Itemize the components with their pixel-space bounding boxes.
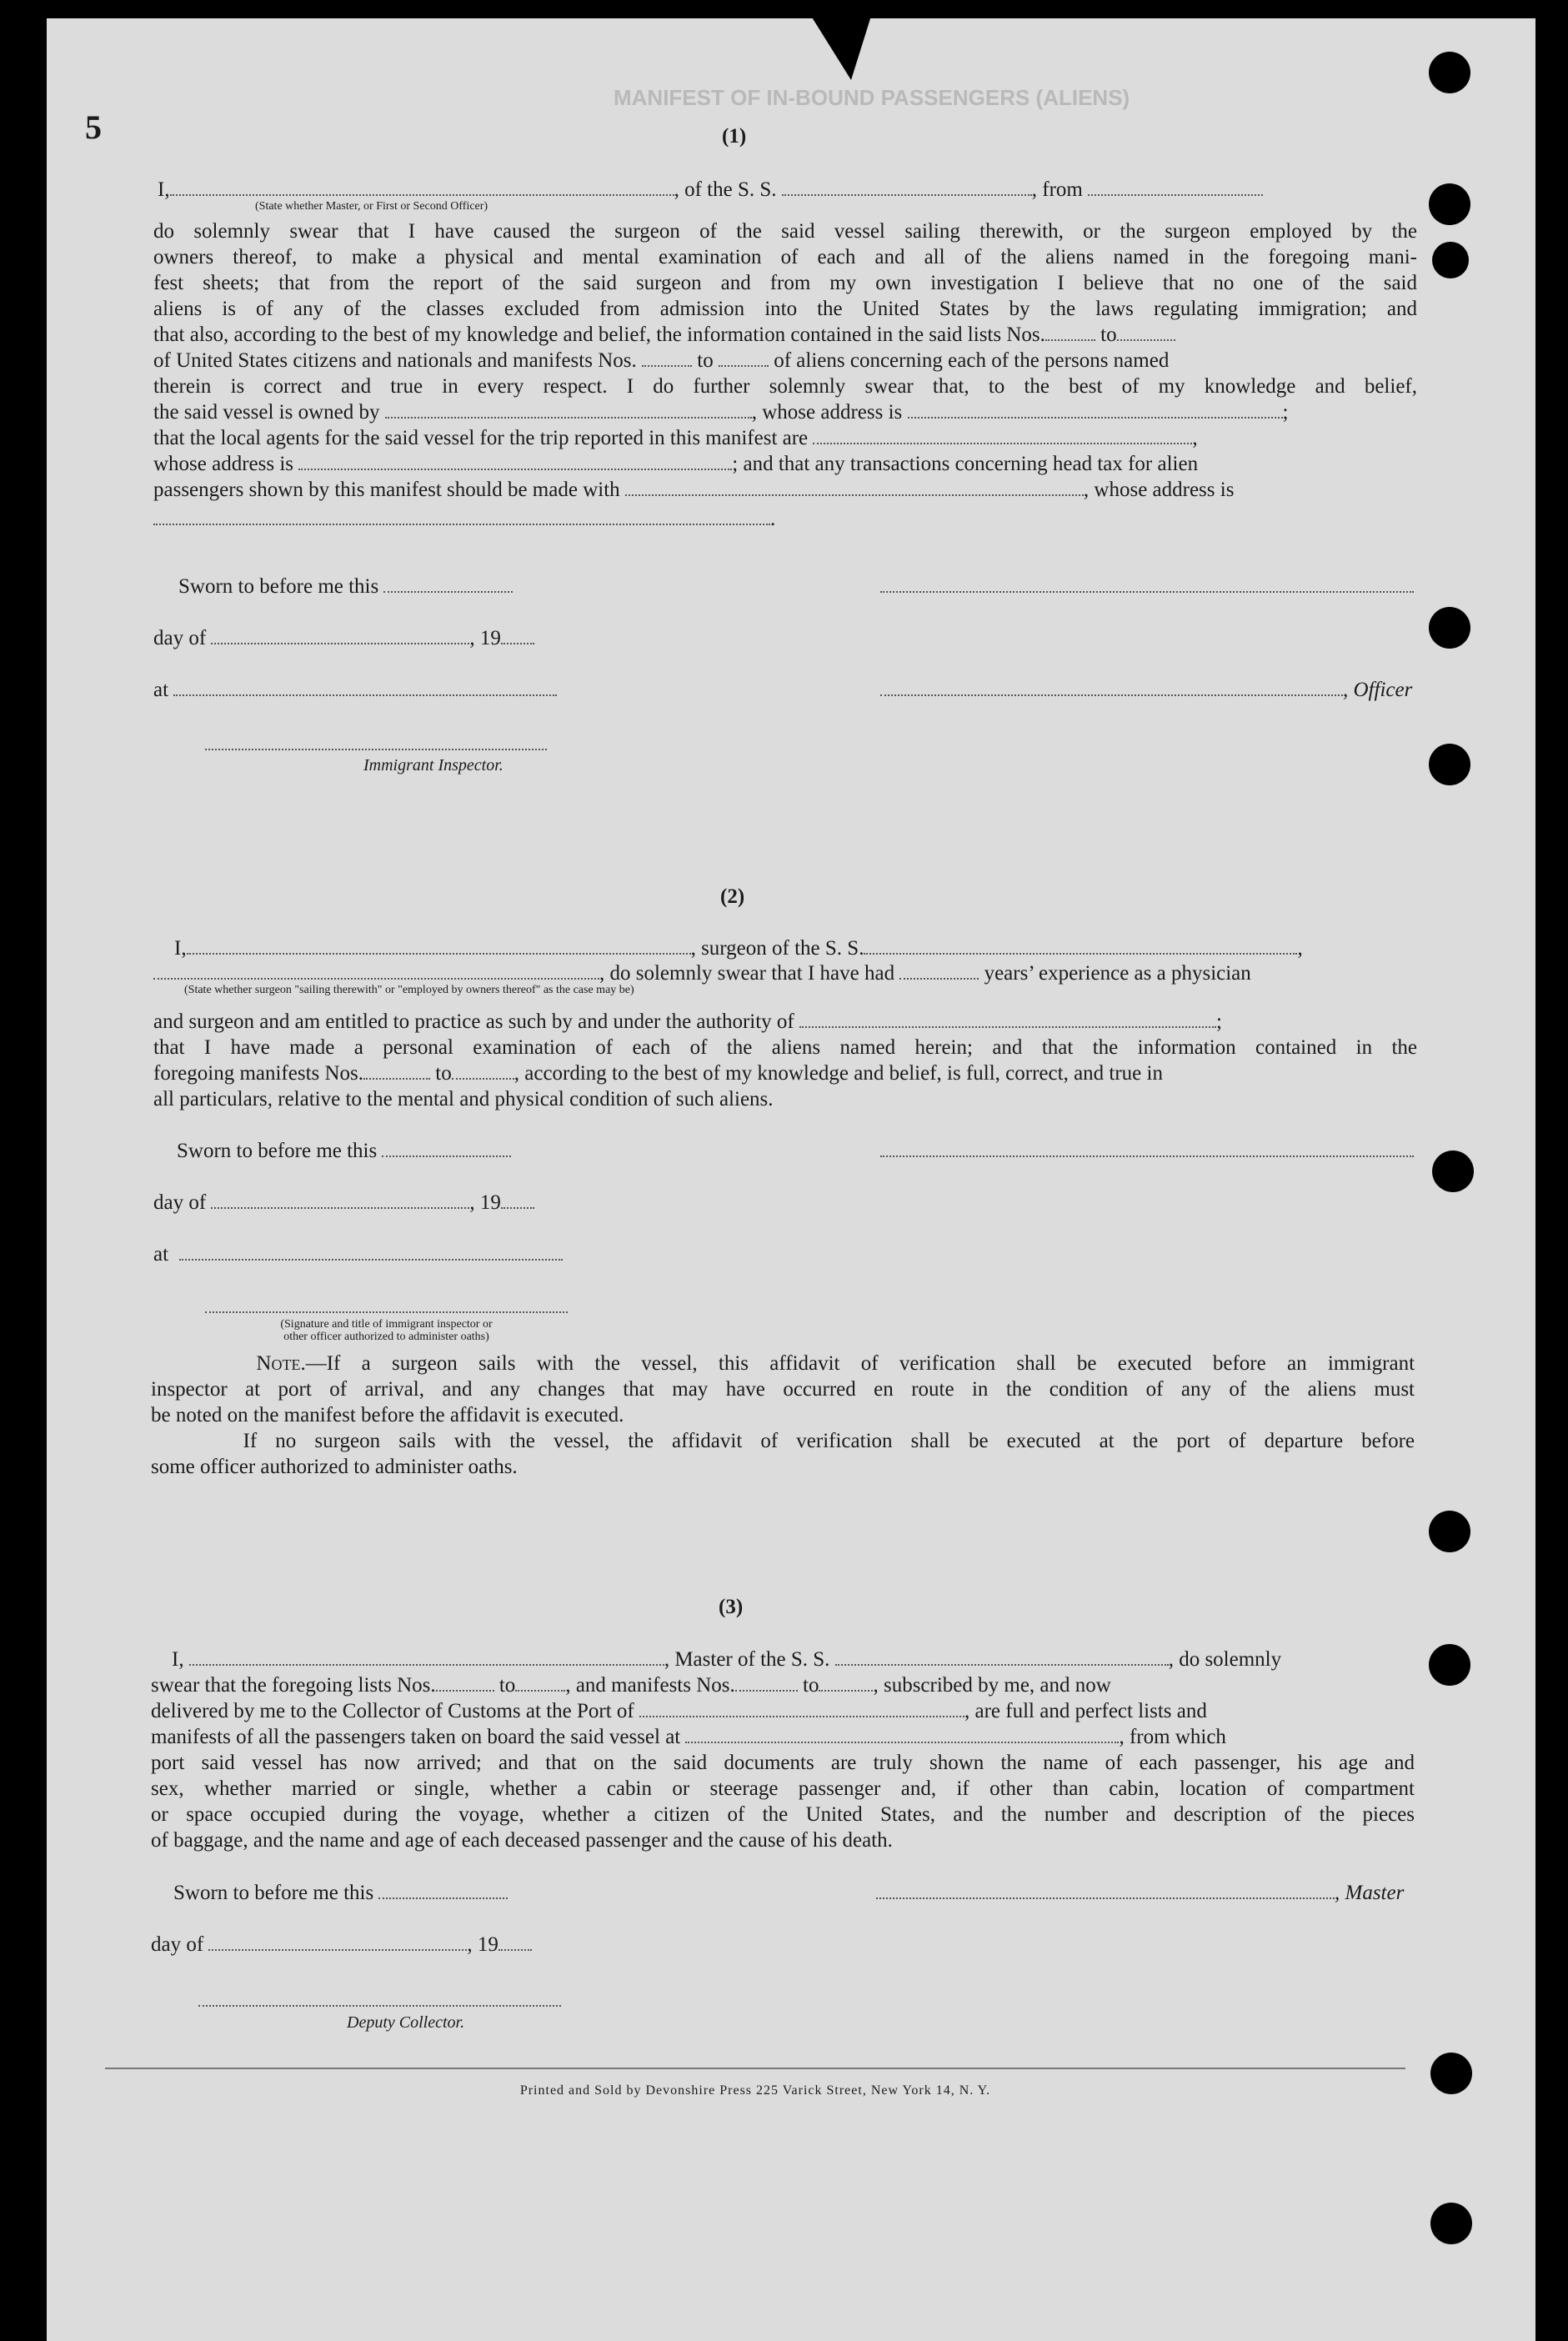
year-field[interactable] [501, 626, 534, 644]
binder-hole [1429, 607, 1470, 649]
s3-para-line: sex, whether married or single, whether a cabin or steerage passenger and, if other than cabin, location of compartment [151, 1777, 1415, 1800]
note-line: some officer authorized to administer oaths. [151, 1456, 518, 1478]
from-port-field[interactable] [1088, 178, 1263, 196]
s3-manifests-to-field[interactable] [819, 1673, 873, 1692]
s3-manifests-from-field[interactable] [735, 1673, 798, 1692]
owner-address-field[interactable] [908, 400, 1283, 419]
head-tax-party-field[interactable] [625, 478, 1084, 496]
lists-from-field[interactable] [1045, 323, 1095, 341]
day-of-field[interactable] [211, 626, 469, 644]
head-tax-address-field[interactable] [153, 507, 770, 525]
s2-to-field[interactable] [452, 1061, 514, 1080]
s2-foregoing: foregoing manifests Nos. to , according to the best of my knowledge and belief, is full, correct, and true in [153, 1062, 1163, 1085]
s1-address-line: . [153, 506, 775, 533]
authority-field[interactable] [799, 1010, 1216, 1028]
s3-line-3: delivered by me to the Collector of Customs at the Port of , are full and perfect lists and [151, 1700, 1207, 1722]
s2-from-field[interactable] [363, 1061, 430, 1080]
section-3-number: (3) [719, 1596, 744, 1618]
s2-day-of-field[interactable] [211, 1191, 469, 1209]
s1-lists-line: that also, according to the best of my knowledge and belief, the information contained in the said lists Nos. to [153, 322, 1417, 348]
agents-address-field[interactable] [298, 452, 732, 470]
s3-year-field[interactable] [498, 1932, 532, 1951]
s1-at: at [153, 677, 557, 704]
s1-inspector-label: Immigrant Inspector. [363, 756, 503, 774]
binder-hole [1429, 744, 1470, 785]
s3-vessel-field[interactable] [835, 1647, 1169, 1666]
master-name-field[interactable] [189, 1647, 664, 1666]
s2-sworn-day-field[interactable] [382, 1139, 511, 1157]
note-line: inspector at port of arrival, and any changes that may have occurred en route in the condition of any of the aliens must [151, 1378, 1415, 1401]
note-line: Note.—If a surgeon sails with the vessel, this affidavit of verification shall be executed before an immigrant [256, 1352, 1415, 1375]
manifests-to-field[interactable] [719, 348, 769, 367]
binder-hole [1429, 1644, 1470, 1686]
s3-line-2: swear that the foregoing lists Nos. to , and manifests Nos. to , subscribed by me, and now [151, 1674, 1111, 1697]
s2-year-field[interactable] [501, 1191, 534, 1209]
s1-owned-line: the said vessel is owned by , whose address is ; [153, 401, 1289, 424]
footer-rule [105, 2068, 1405, 2069]
s3-master-line: , Master [876, 1880, 1404, 1907]
section-1-line-1: I, , of the S. S. , from [158, 177, 1263, 203]
s1-sworn: Sworn to before me this [178, 574, 513, 600]
s3-line-4: manifests of all the passengers taken on board the said vessel at , from which [151, 1726, 1226, 1748]
s1-therein-line: therein is correct and true in every respect. I do further solemnly swear that, to the best of my knowledge and belief, [153, 375, 1417, 398]
printer-imprint: Printed and Sold by Devonshire Press 225 Varick Street, New York 14, N. Y. [519, 2083, 991, 2098]
s2-entitled: and surgeon and am entitled to practice as such by and under the authority of ; [153, 1010, 1222, 1033]
s1-signature-line[interactable] [880, 574, 1414, 600]
s2-particulars: all particulars, relative to the mental and physical condition of such aliens. [153, 1088, 774, 1110]
s1-passengers-line: passengers shown by this manifest should be made with , whose address is [153, 479, 1235, 501]
s2-examined: that I have made a personal examination of each of the aliens named herein; and that the information contained in the [153, 1036, 1417, 1059]
binder-hole [1430, 2053, 1472, 2094]
s1-para-line: do solemnly swear that I have caused the surgeon of the said vessel sailing therewith, or the surgeon employed by the [153, 220, 1417, 243]
manifests-from-field[interactable] [642, 348, 692, 367]
years-field[interactable] [899, 961, 979, 980]
rank-field[interactable] [170, 178, 674, 196]
s2-day-of: day of , 19 [153, 1190, 534, 1216]
binder-hole [1429, 183, 1470, 225]
s2-sig-caption-1: (Signature and title of immigrant inspector or [280, 1318, 493, 1331]
s1-para-line: aliens is of any of the classes excluded from admission into the United States by the laws regulating immigration; and [153, 298, 1417, 320]
lists-to-field[interactable] [1117, 323, 1175, 341]
owner-field[interactable] [385, 400, 752, 419]
s3-sworn: Sworn to before me this [173, 1880, 508, 1907]
s1-para-line: fest sheets; that from the report of the said surgeon and from my own investigation I believe that no one of the said [153, 272, 1417, 294]
s2-line-2: , do solemnly swear that I have had years’ experience as a physician [153, 960, 1251, 987]
document-page [47, 18, 1535, 2341]
s2-sworn: Sworn to before me this [177, 1138, 511, 1165]
top-notch [801, 0, 876, 80]
at-place-field[interactable] [173, 678, 557, 696]
s3-sworn-day-field[interactable] [378, 1881, 508, 1899]
s2-at-place-field[interactable] [179, 1242, 563, 1261]
officer-signature-field[interactable] [880, 678, 1343, 696]
note-line: be noted on the manifest before the affidavit is executed. [151, 1404, 624, 1426]
binder-hole [1429, 1511, 1470, 1552]
s1-para-line: owners thereof, to make a physical and mental examination of each and all of the aliens named in the foregoing mani- [153, 246, 1417, 268]
s2-signature-line[interactable] [880, 1138, 1414, 1165]
s3-day-of-field[interactable] [208, 1932, 467, 1951]
s3-line-1: I, , Master of the S. S. , do solemnly [172, 1648, 1282, 1671]
surgeon-status-field[interactable] [153, 961, 599, 980]
s3-para-line: port said vessel has now arrived; and that on the said documents are truly shown the name of each passenger, his age and [151, 1752, 1415, 1774]
s2-line-1: I, , surgeon of the S. S. , [174, 937, 1303, 960]
vessel-name-field[interactable] [782, 178, 1032, 196]
binder-hole [1430, 2203, 1472, 2244]
s3-last-line: of baggage, and the name and age of each deceased passenger and the cause of his death. [151, 1829, 893, 1852]
port-field[interactable] [639, 1699, 964, 1717]
s2-sig-caption-2: other officer authorized to administer oaths) [283, 1331, 489, 1343]
sworn-day-field[interactable] [383, 574, 513, 593]
surgeon-name-field[interactable] [187, 936, 691, 955]
binder-hole [1429, 52, 1470, 93]
s1-day-of: day of , 19 [153, 625, 534, 652]
s1-agents-line: that the local agents for the said vessel for the trip reported in this manifest are , [153, 427, 1198, 449]
s1-whose-line: whose address is ; and that any transactions concerning head tax for alien [153, 453, 1199, 475]
note-line: If no surgeon sails with the vessel, the affidavit of verification shall be executed at the port of departure before [243, 1430, 1415, 1452]
s3-deputy-label: Deputy Collector. [347, 2013, 465, 2032]
s2-sub-caption: (State whether surgeon "sailing therewith" or "employed by owners thereof" as the case may be) [184, 984, 634, 996]
binder-hole [1432, 242, 1469, 278]
s3-para-line: or space occupied during the voyage, whether a citizen of the United States, and the number and description of the pieces [151, 1803, 1415, 1826]
s3-day-of: day of , 19 [151, 1932, 532, 1958]
s3-lists-from-field[interactable] [436, 1673, 494, 1692]
section-1-number: (1) [722, 125, 747, 148]
binder-hole [1432, 1150, 1474, 1192]
embark-port-field[interactable] [685, 1725, 1119, 1743]
s2-vessel-field[interactable] [864, 936, 1297, 955]
s2-inspector-sig[interactable] [205, 1294, 568, 1321]
s1-officer-line: , Officer [880, 677, 1412, 704]
s3-lists-to-field[interactable] [515, 1673, 565, 1692]
master-signature-field[interactable] [876, 1881, 1335, 1899]
section-2-number: (2) [720, 885, 745, 908]
bleed-through-title: MANIFEST OF IN-BOUND PASSENGERS (ALIENS) [614, 85, 1130, 110]
s1-citizens-line: of United States citizens and nationals and manifests Nos. to of aliens concerning each of the persons named [153, 349, 1170, 372]
agents-field[interactable] [813, 426, 1192, 444]
section-1-sub-caption: (State whether Master, or First or Second Officer) [255, 200, 488, 213]
corner-mark: 5 [85, 108, 102, 146]
s2-at: at [153, 1241, 563, 1268]
